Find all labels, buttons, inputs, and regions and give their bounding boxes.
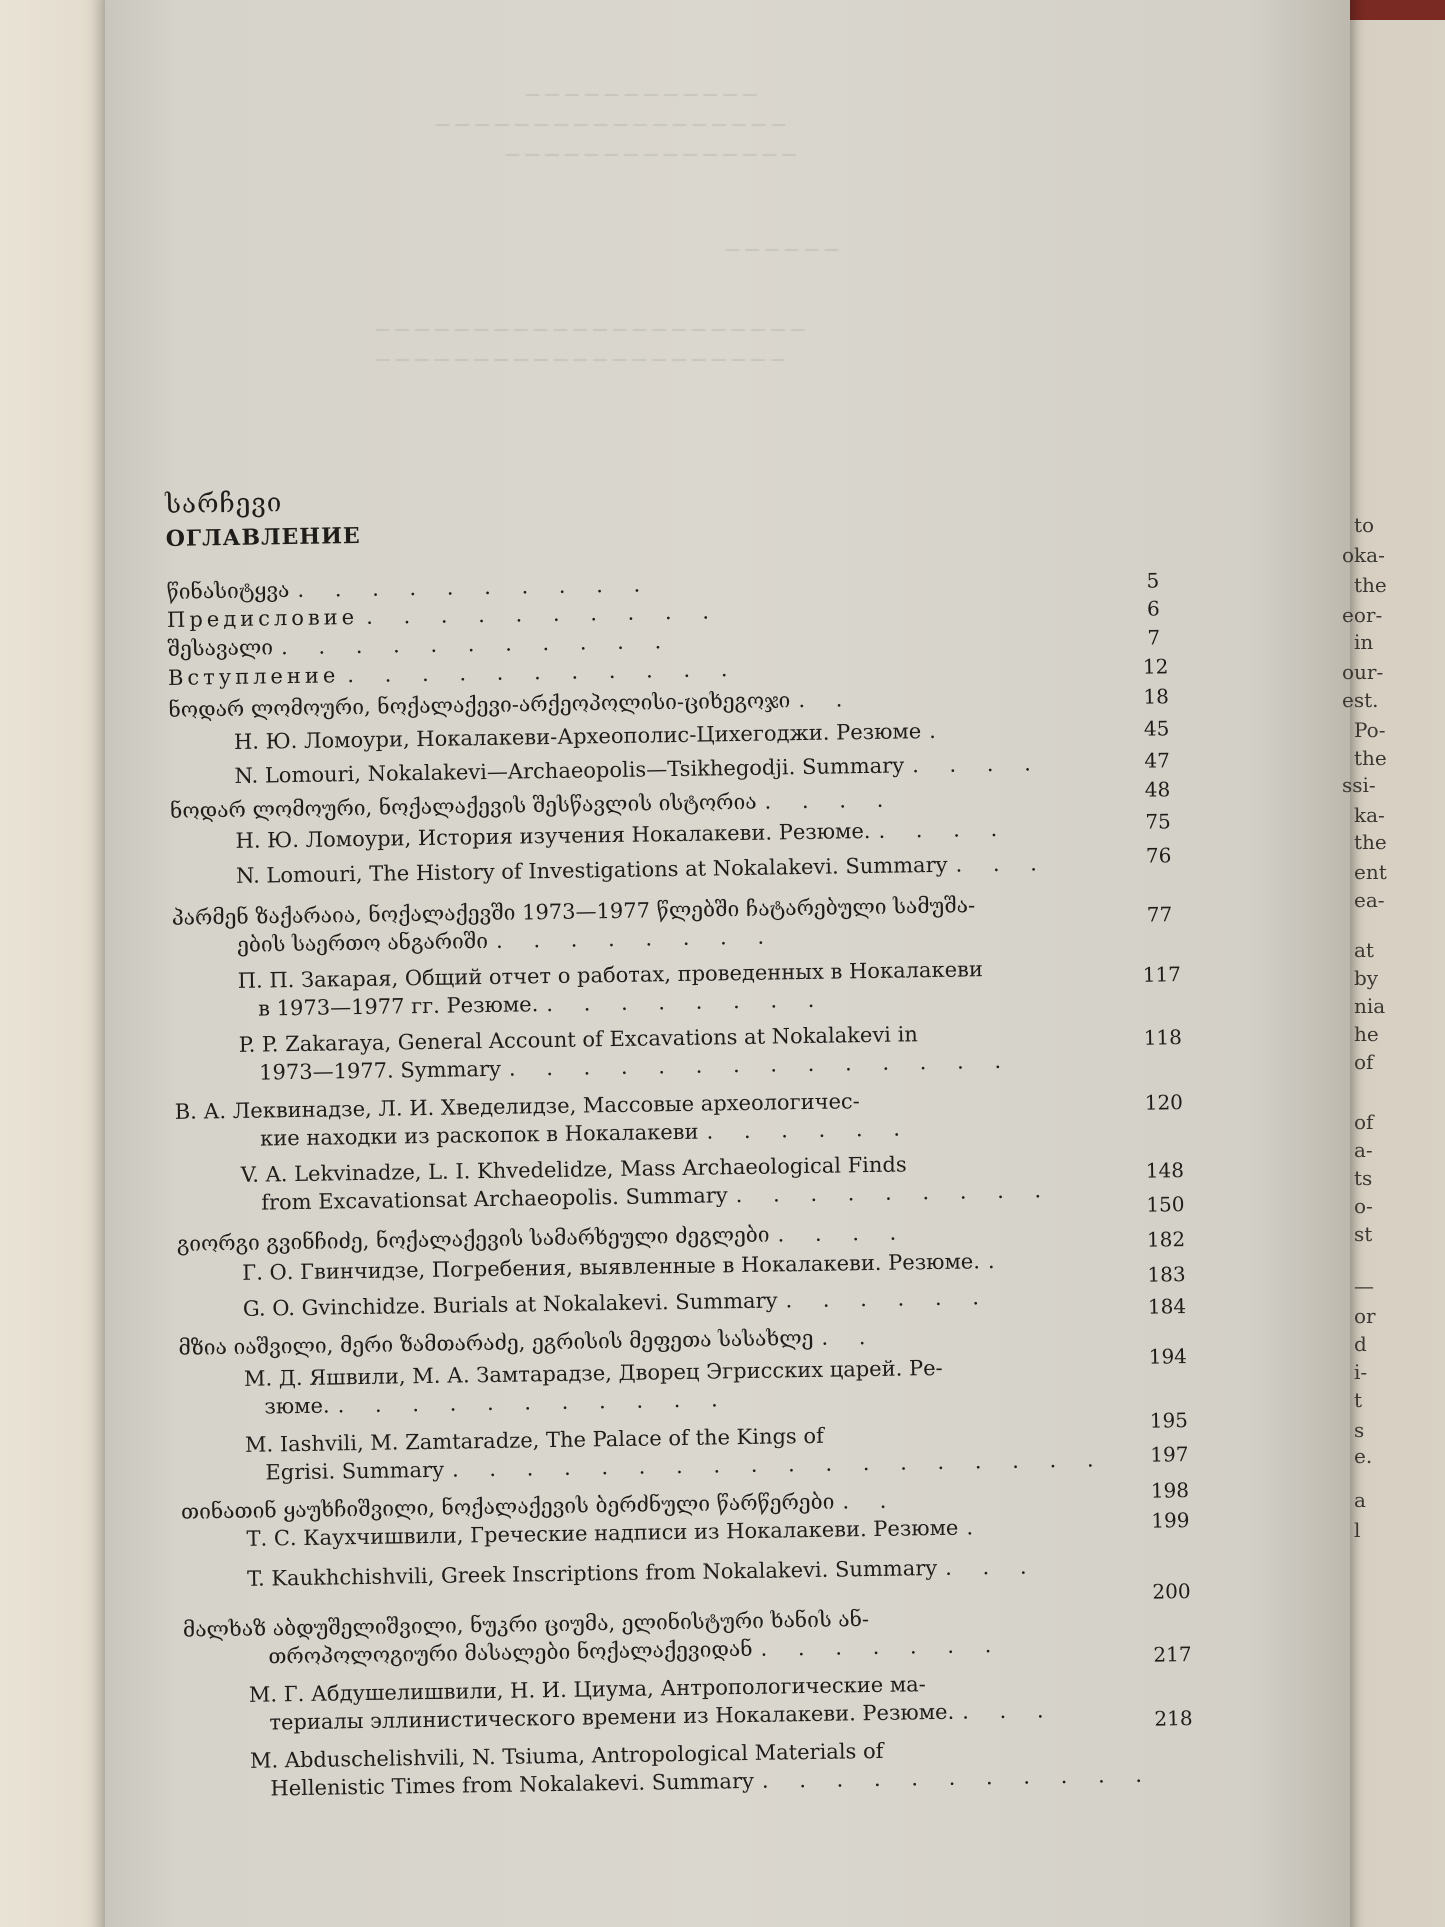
entry-title: Т. С. Каухчишвили, Греческие надписи из Нокалакеви. Резюме — [246, 1515, 959, 1551]
gutter-fragment: ent — [1354, 860, 1387, 884]
page-number: 76 — [1145, 843, 1172, 868]
toc-entry: Предисловие . . . . . . . . . . — [166, 599, 722, 632]
gutter-fragment: our- — [1342, 660, 1384, 684]
toc-entry-line1: В. А. Леквинадзе, Л. И. Хведелидзе, Массовые археологичес- — [174, 1089, 860, 1124]
toc-entry-line1: M. Iashvili, M. Zamtaradze, The Palace of the Kings of — [244, 1423, 824, 1457]
entry-title: Н. Ю. Ломоури, Нокалакеви-Археополис-Цихегоджи. Резюме — [233, 719, 922, 754]
toc-entry: G. O. Gvinchidze. Burials at Nokalakevi. Summary . . . . . . — [242, 1285, 992, 1321]
gutter-fragment: i- — [1354, 1360, 1368, 1384]
bleed-through-text: — — — — — — — — — — — — — — — — — — — — — — [375, 350, 786, 368]
entry-title: G. O. Gvinchidze. Burials at Nokalakevi. Summary — [242, 1288, 778, 1321]
page-number: 6 — [1146, 596, 1160, 621]
gutter-fragment: est. — [1342, 688, 1379, 712]
gutter-fragment: the — [1354, 746, 1387, 770]
page-number: 198 — [1150, 1478, 1190, 1503]
toc-entry: Н. Ю. Ломоури, История изучения Нокалакеви. Резюме. . . . . — [235, 816, 1010, 853]
page-number: 148 — [1145, 1158, 1185, 1183]
page-number: 200 — [1152, 1579, 1191, 1604]
gutter-fragment: o- — [1354, 1194, 1373, 1218]
gutter-fragment: a — [1354, 1488, 1366, 1512]
toc-entry-line1: М. Г. Абдушелишвили, Н. И. Циума, Антропологические ма- — [248, 1672, 926, 1707]
entry-title: გიორგი გვინჩიძე, ნოქალაქევის სამარხეული ძეგლები — [176, 1222, 770, 1256]
gutter-fragment: nia — [1354, 994, 1386, 1018]
page-number: 218 — [1154, 1706, 1193, 1731]
toc-entry: N. Lomouri, The History of Investigations at Nokalakevi. Summary . . . — [235, 851, 1050, 888]
toc-entry-line2: кие находки из раскопок в Нокалакеви . . . . . . — [260, 1116, 913, 1151]
toc-entry-line1: M. Abduschelishvili, N. Tsiuma, Antropological Materials of — [249, 1738, 884, 1773]
page-number: 45 — [1143, 716, 1170, 741]
entry-title: Вступление — [167, 663, 340, 690]
entry-title: Н. Ю. Ломоури, История изучения Нокалакеви. Резюме. — [235, 818, 871, 853]
page-number: 118 — [1143, 1025, 1183, 1050]
russian-title: ОГЛАВЛЕНИЕ — [165, 522, 361, 552]
gutter-fragment: the — [1354, 830, 1387, 854]
toc-entry: N. Lomouri, Nokalakevi—Archaeopolis—Tsikhegodji. Summary . . . . — [234, 751, 1044, 788]
gutter-fragment: d — [1354, 1332, 1367, 1356]
toc-entry-line1: პარმენ ზაქარაია, ნოქალაქევში 1973—1977 წლებში ჩატარებული სამუშა- — [171, 893, 976, 930]
gutter-fragment: st — [1354, 1222, 1373, 1246]
gutter-fragment: the — [1354, 573, 1387, 597]
toc-entry: ნოდარ ლომოური, ნოქალაქევის შესწავლის ისტორია . . . . — [169, 787, 896, 823]
toc-entry-line1: М. Д. Яшвили, М. А. Замтарадзе, Дворец Эгрисских царей. Ре- — [243, 1355, 943, 1391]
toc-entry-line1: მალხაზ აბდუშელიშვილი, ნუკრი ციუმა, ელინისტური ხანის ან- — [182, 1607, 870, 1642]
entry-title: წინასიტყვა — [166, 578, 290, 604]
page-number: 18 — [1143, 684, 1170, 709]
toc-entry-line2: зюме. . . . . . . . . . . . — [264, 1387, 730, 1419]
gutter-fragment: ssi- — [1342, 773, 1376, 797]
gutter-fragment: in — [1354, 630, 1374, 654]
toc-entry-line1: P. P. Zakaraya, General Account of Excavations at Nokalakevi in — [238, 1022, 919, 1057]
entry-title: Предисловие — [166, 604, 359, 632]
page-number: 12 — [1142, 654, 1169, 679]
page-number: 217 — [1153, 1642, 1192, 1667]
page-number: 150 — [1146, 1192, 1185, 1217]
page-number: 195 — [1149, 1408, 1189, 1433]
entry-title: N. Lomouri, Nokalakevi—Archaeopolis—Tsikhegodji. Summary — [234, 753, 905, 788]
page-number: 117 — [1142, 962, 1182, 987]
page-number: 47 — [1144, 748, 1171, 773]
toc-entry: მზია იაშვილი, მერი ზამთარაძე, ეგრისის მეფეთა სასახლე . . — [178, 1324, 878, 1360]
page-number: 182 — [1146, 1227, 1186, 1252]
toc-entry: T. Kaukhchishvili, Greek Inscriptions from Nokalakevi. Summary . . . — [246, 1554, 1039, 1591]
toc-entry: Вступление . . . . . . . . . . . — [167, 657, 740, 690]
toc-entry: თინათინ ყაუხჩიშვილი, ნოქალაქევის ბერძნული წარწერები . . — [180, 1488, 899, 1524]
toc-entry-line2: ების საერთო ანგარიში . . . . . . . . — [236, 924, 777, 957]
entry-title: ნოდარ ლომოური, ნოქალაქევის შესწავლის ისტორია — [169, 789, 757, 823]
toc-entry: Т. С. Каухчишвили, Греческие надписи из Нокалакеви. Резюме . — [246, 1515, 986, 1551]
toc-entry: გიორგი გვინჩიძე, ნოქალაქევის სამარხეული ძეგლები . . . . — [176, 1220, 909, 1256]
bleed-through-text: — — — — — — — — — — — — — [525, 85, 758, 103]
page-number: 77 — [1146, 902, 1173, 927]
entry-title: თინათინ ყაუხჩიშვილი, ნოქალაქევის ბერძნული წარწერები — [180, 1489, 835, 1524]
gutter-fragment: at — [1354, 938, 1374, 962]
toc-entry-line1: П. П. Закарая, Общий отчет о работах, проведенных в Нокалакеви — [237, 957, 984, 993]
bleed-through-text: — — — — — — — — — — — — — — — — [505, 145, 797, 163]
bleed-through-text: — — — — — — — [725, 240, 839, 258]
entry-title: N. Lomouri, The History of Investigations at Nokalakevi. Summary — [235, 852, 948, 888]
toc-entry: Г. О. Гвинчидзе, Погребения, выявленные в Нокалакеви. Резюме. . — [242, 1248, 1007, 1285]
gutter-fragment: — — [1354, 1274, 1374, 1298]
toc-entry-line2: 1973—1977. Symmary . . . . . . . . . . . . . . — [258, 1048, 1014, 1085]
page-number: 194 — [1148, 1344, 1188, 1369]
gutter-fragment: l — [1354, 1518, 1361, 1542]
toc-entry-line2: Hellenistic Times from Nokalakevi. Summary . . . . . . . . . . . — [270, 1762, 1155, 1801]
toc-entry-line1: V. A. Lekvinadze, L. I. Khvedelidze, Mass Archaeological Finds — [240, 1152, 907, 1187]
toc-entry-line2: териалы эллинистического времени из Нокалакеви. Резюме. . . . — [269, 1698, 1056, 1735]
gutter-fragment: eor- — [1342, 603, 1383, 627]
gutter-fragment: e. — [1354, 1444, 1373, 1468]
toc-entry: შესავალი . . . . . . . . . . . — [167, 629, 674, 661]
gutter-fragment: oka- — [1342, 543, 1385, 567]
toc-entry-line2: თროპოლოგიური მასალები ნოქალაქევიდან . . . . . . . — [268, 1632, 1004, 1669]
page-number: 197 — [1150, 1442, 1189, 1467]
bleed-through-text: — — — — — — — — — — — — — — — — — — — [435, 115, 787, 133]
page-number: 183 — [1147, 1262, 1186, 1287]
page-number: 184 — [1147, 1294, 1187, 1319]
entry-title: T. Kaukhchishvili, Greek Inscriptions from Nokalakevi. Summary — [246, 1556, 938, 1591]
gutter-fragment: s — [1354, 1418, 1365, 1442]
toc-entry: ნოდარ ლომოური, ნოქალაქევი-არქეოპოლისი-ციხეგოჯი . . — [168, 687, 855, 722]
gutter-fragment: he — [1354, 1022, 1379, 1046]
gutter-fragment: of — [1354, 1110, 1374, 1134]
gutter-fragment: ka- — [1354, 803, 1385, 827]
bleed-through-text: — — — — — — — — — — — — — — — — — — — — — — — [375, 320, 806, 338]
gutter-fragment: or — [1354, 1304, 1376, 1328]
toc-entry-line2: from Excavationsat Archaeopolis. Summary . . . . . . . . . — [261, 1178, 1054, 1215]
toc-entry-line2: Egrisi. Summary . . . . . . . . . . . . . . . . . . — [265, 1447, 1106, 1485]
gutter-fragment: a- — [1354, 1138, 1373, 1162]
toc-entry: წინასიტყვა . . . . . . . . . . — [166, 572, 653, 604]
gutter-fragment: by — [1354, 966, 1379, 990]
entry-title: შესავალი — [167, 635, 274, 661]
entry-title: Г. О. Гвинчидзе, Погребения, выявленные в Нокалакеви. Резюме. — [242, 1249, 981, 1285]
gutter-fragment: Po- — [1354, 718, 1386, 742]
gutter-fragment: ts — [1354, 1166, 1373, 1190]
page-number: 120 — [1144, 1090, 1184, 1115]
page-number: 5 — [1146, 568, 1160, 593]
page-number: 199 — [1151, 1508, 1190, 1533]
entry-title: ნოდარ ლომოური, ნოქალაქევი-არქეოპოლისი-ციხეგოჯი — [168, 688, 791, 722]
entry-title: მზია იაშვილი, მერი ზამთარაძე, ეგრისის მეფეთა სასახლე — [178, 1325, 814, 1360]
gutter-fragment: t — [1354, 1388, 1363, 1412]
page-number: 48 — [1144, 777, 1171, 802]
toc-entry: Н. Ю. Ломоури, Нокалакеви-Археополис-Цихегоджи. Резюме . — [233, 718, 949, 754]
toc-entry-line2: в 1973—1977 гг. Резюме. . . . . . . . . — [257, 987, 827, 1021]
page-number: 7 — [1147, 625, 1161, 650]
page-number: 75 — [1145, 809, 1171, 834]
gutter-fragment: ea- — [1354, 888, 1385, 912]
gutter-fragment: of — [1354, 1050, 1374, 1074]
georgian-title: სარჩევი — [165, 488, 283, 520]
gutter-fragment: to — [1354, 513, 1375, 537]
